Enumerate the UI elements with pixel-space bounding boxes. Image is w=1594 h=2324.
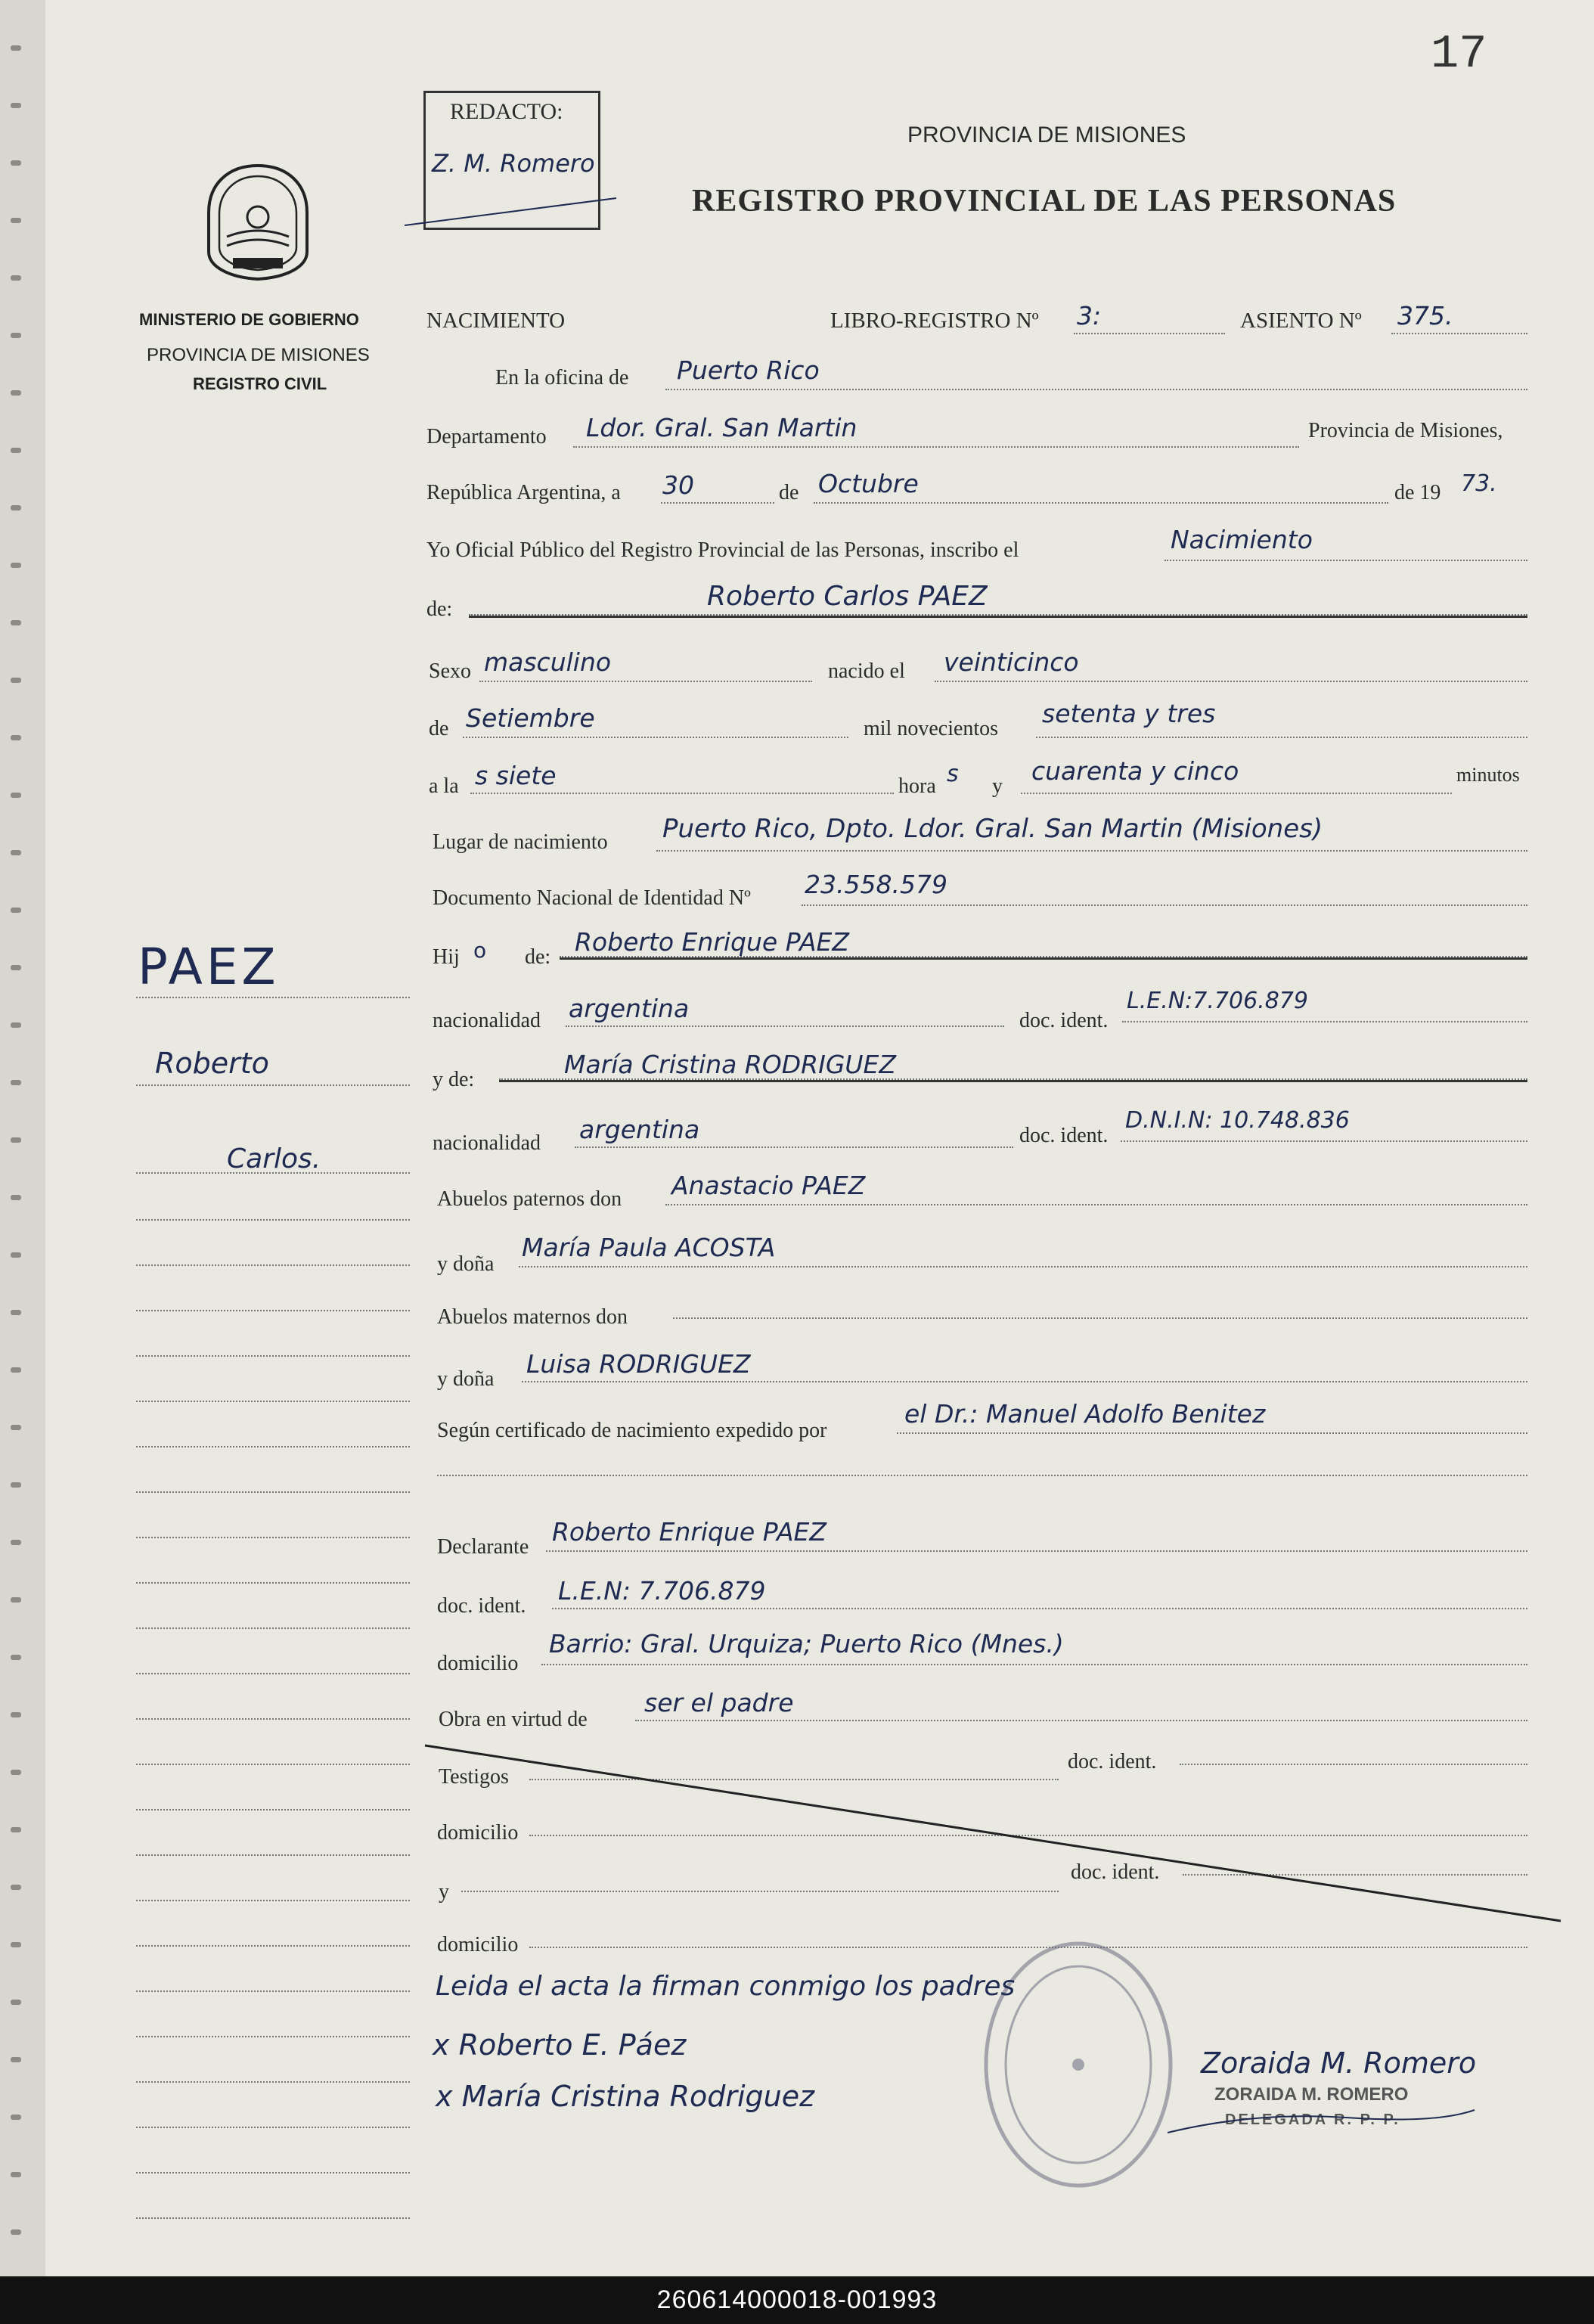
testigos-label: Testigos [439, 1765, 509, 1789]
binding-hole [11, 218, 21, 223]
binding-hole [11, 1942, 21, 1947]
testigo2-domicilio-label: domicilio [437, 1933, 519, 1956]
binding-hole [11, 1655, 21, 1660]
nacido-label: nacido el [828, 659, 905, 683]
redacto-signature: Z. M. Romero [432, 149, 595, 178]
binding-hole [11, 103, 21, 108]
mother-doc-label: doc. ident. [1019, 1124, 1109, 1147]
margin-rule [136, 2081, 410, 2083]
decl-doc-label: doc. ident. [437, 1594, 526, 1618]
nacido-value: veinticinco [944, 647, 1079, 677]
binding-hole [11, 1827, 21, 1832]
year-label: de 19 [1394, 481, 1441, 504]
margin-rule [136, 1355, 410, 1357]
margin-rule [136, 1537, 410, 1538]
domicilio-label: domicilio [437, 1652, 519, 1675]
father-nat-value: argentina [569, 994, 690, 1023]
domicilio-value: Barrio: Gral. Urquiza; Puerto Rico (Mnes.) [549, 1629, 1064, 1658]
birth-month-value: Setiembre [466, 703, 595, 733]
child-name-value: Roberto Carlos PAEZ [707, 581, 988, 612]
margin-rule [136, 2217, 410, 2219]
minutos-label: minutos [1456, 764, 1520, 786]
hijo-suffix: o [473, 938, 487, 963]
margin-rule [136, 1854, 410, 1856]
ab-mat-dona-label: y doña [437, 1367, 495, 1391]
ab-mat-dona-value: Luisa RODRIGUEZ [526, 1349, 751, 1379]
binding-hole [11, 1022, 21, 1028]
oficina-value: Puerto Rico [677, 355, 820, 385]
obra-label: Obra en virtud de [439, 1708, 588, 1731]
binding-hole [11, 2115, 21, 2120]
lugar-label: Lugar de nacimiento [433, 830, 608, 854]
margin-name-2: Carlos. [227, 1143, 321, 1174]
asiento-value: 375. [1397, 301, 1453, 330]
binding-hole [11, 448, 21, 453]
margin-rule [136, 1401, 410, 1402]
father-nat-label: nacionalidad [433, 1009, 541, 1032]
ministry-line-3: REGISTRO CIVIL [193, 374, 327, 393]
binding-edge [0, 0, 45, 2276]
binding-hole [11, 333, 21, 338]
declarante-value: Roberto Enrique PAEZ [552, 1517, 826, 1547]
republica-label: República Argentina, a [426, 481, 621, 504]
margin-surname: PAEZ [138, 938, 280, 996]
binding-hole [11, 1195, 21, 1200]
binding-hole [11, 678, 21, 683]
alas-value: s siete [475, 761, 557, 790]
father-doc-label: doc. ident. [1019, 1009, 1109, 1032]
ministry-line-1: MINISTERIO DE GOBIERNO [139, 310, 359, 329]
sexo-label: Sexo [429, 659, 471, 683]
binding-hole [11, 2000, 21, 2005]
binding-hole [11, 735, 21, 740]
testigo2-y-label: y [439, 1880, 449, 1904]
hijo-de-label: de: [525, 945, 551, 969]
margin-rule [136, 1310, 410, 1311]
libro-label: LIBRO-REGISTRO Nº [830, 309, 1039, 333]
ab-pat-dona-value: María Paula ACOSTA [522, 1233, 776, 1262]
dni-value: 23.558.579 [805, 870, 947, 899]
margin-rule [136, 1627, 410, 1629]
act-type: NACIMIENTO [426, 309, 566, 333]
binding-hole [11, 620, 21, 625]
month-de-label: de [779, 481, 799, 504]
sexo-value: masculino [484, 647, 612, 677]
officer-stamp-name: ZORAIDA M. ROMERO [1214, 2084, 1409, 2105]
y-de-label: y de: [433, 1068, 475, 1091]
hijo-label: Hij [433, 945, 460, 969]
ab-pat-label: Abuelos paternos don [437, 1187, 622, 1211]
mother-nat-label: nacionalidad [433, 1131, 541, 1155]
binding-hole [11, 563, 21, 568]
redacto-flourish [397, 189, 639, 234]
binding-hole [11, 1252, 21, 1258]
month-value: Octubre [818, 469, 919, 498]
ab-mat-label: Abuelos maternos don [437, 1305, 628, 1329]
margin-rule [136, 2172, 410, 2174]
asiento-label: ASIENTO Nº [1240, 309, 1362, 333]
minutos-value: cuarenta y cinco [1031, 756, 1239, 786]
binding-hole [11, 1080, 21, 1085]
day-value: 30 [662, 470, 694, 500]
yo-oficial-value: Nacimiento [1171, 525, 1313, 554]
departamento-label: Departamento [426, 425, 547, 448]
hora-suffix: s [947, 761, 959, 787]
margin-rule [136, 1900, 410, 1901]
alas-label: a la [429, 774, 459, 798]
binding-hole [11, 1425, 21, 1430]
segun-label: Según certificado de nacimiento expedido por [437, 1419, 827, 1442]
de-name-label: de: [426, 597, 453, 621]
margin-rule [136, 1582, 410, 1584]
mother-value: María Cristina RODRIGUEZ [564, 1050, 897, 1079]
margin-rule [136, 1718, 410, 1720]
barcode-strip [0, 2276, 1594, 2324]
binding-hole [11, 965, 21, 970]
ab-pat-dona-label: y doña [437, 1252, 495, 1276]
binding-hole [11, 1770, 21, 1775]
margin-rule [136, 1491, 410, 1493]
binding-hole [11, 2229, 21, 2235]
year-value: 73. [1461, 470, 1497, 497]
binding-hole [11, 1310, 21, 1315]
margin-rule [136, 1446, 410, 1447]
margin-rule [136, 1264, 410, 1266]
y-minutes-label: y [992, 774, 1003, 798]
binding-hole [11, 1885, 21, 1890]
libro-value: 3: [1077, 301, 1102, 330]
parent-signature-1: x Roberto E. Páez [433, 2028, 687, 2062]
binding-hole [11, 45, 21, 51]
ministry-line-2: PROVINCIA DE MISIONES [147, 345, 370, 365]
binding-hole [11, 1597, 21, 1603]
mother-doc-value: D.N.I.N: 10.748.836 [1125, 1107, 1350, 1134]
margin-rule [136, 1764, 410, 1765]
father-value: Roberto Enrique PAEZ [575, 927, 849, 957]
margin-rule [136, 2036, 410, 2037]
margin-rule [136, 1673, 410, 1674]
header-title: REGISTRO PROVINCIAL DE LAS PERSONAS [692, 184, 1397, 219]
birth-month-de-label: de [429, 717, 449, 740]
obra-value: ser el padre [644, 1688, 794, 1717]
birth-year-value: setenta y tres [1042, 699, 1216, 728]
testigo2-doc-label: doc. ident. [1071, 1860, 1160, 1884]
dni-label: Documento Nacional de Identidad Nº [433, 886, 751, 910]
mil-label: mil novecientos [864, 717, 999, 740]
binding-hole [11, 2057, 21, 2062]
binding-hole [11, 793, 21, 798]
cancel-strike-line [423, 1739, 1573, 1936]
margin-rule [136, 1219, 410, 1221]
binding-hole [11, 1137, 21, 1143]
margin-name-1: Roberto [155, 1047, 269, 1080]
binding-hole [11, 1540, 21, 1545]
segun-value: el Dr.: Manuel Adolfo Benitez [904, 1399, 1266, 1429]
binding-hole [11, 505, 21, 510]
officer-stamp-title: DELEGADA R. P. P. [1225, 2111, 1400, 2128]
binding-hole [11, 2172, 21, 2177]
binding-hole [11, 1712, 21, 1717]
officer-flourish [1164, 2102, 1482, 2140]
oficina-label: En la oficina de [495, 366, 629, 389]
margin-rule [136, 1990, 410, 1992]
closing-line: Leida el acta la firman conmigo los padres [436, 1971, 1016, 2002]
header-province: PROVINCIA DE MISIONES [907, 123, 1186, 147]
margin-rule [136, 1945, 410, 1947]
binding-hole [11, 160, 21, 166]
binding-hole [11, 850, 21, 855]
page-number: 17 [1431, 27, 1487, 81]
binding-hole [11, 1482, 21, 1488]
binding-hole [11, 275, 21, 281]
declarante-label: Declarante [437, 1535, 529, 1559]
provincia-label: Provincia de Misiones, [1308, 419, 1503, 442]
provincial-seal-icon [204, 163, 312, 282]
yo-oficial-label: Yo Oficial Público del Registro Provincial de las Personas, inscribo el [426, 538, 1019, 562]
barcode-text: 260614000018-001993 [656, 2285, 938, 2314]
binding-hole [11, 390, 21, 396]
hora-label: hora [898, 774, 936, 798]
mother-nat-value: argentina [579, 1115, 700, 1144]
ab-pat-don-value: Anastacio PAEZ [671, 1171, 866, 1200]
binding-hole [11, 908, 21, 913]
decl-doc-value: L.E.N: 7.706.879 [558, 1576, 766, 1606]
testigo1-domicilio-label: domicilio [437, 1821, 519, 1845]
binding-hole [11, 1367, 21, 1373]
redacto-label: REDACTO: [450, 99, 563, 124]
margin-rule [136, 1809, 410, 1810]
testigo1-doc-label: doc. ident. [1068, 1750, 1157, 1773]
parent-signature-2: x María Cristina Rodriguez [436, 2080, 815, 2113]
departamento-value: Ldor. Gral. San Martin [586, 413, 857, 442]
margin-rule [136, 2127, 410, 2128]
officer-signature: Zoraida M. Romero [1201, 2046, 1477, 2080]
father-doc-value: L.E.N:7.706.879 [1127, 988, 1308, 1014]
lugar-value: Puerto Rico, Dpto. Ldor. Gral. San Martin (Misiones) [662, 814, 1323, 844]
